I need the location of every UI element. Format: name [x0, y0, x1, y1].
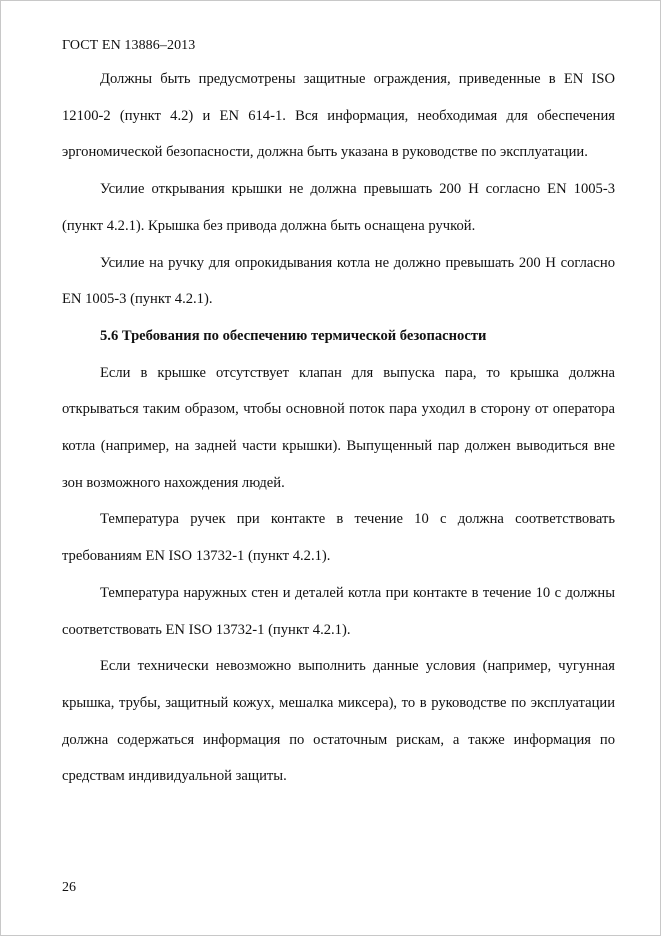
- paragraph-handle-temperature: Температура ручек при контакте в течение 10 с должна соответствовать требованиям EN ISO 13732-1 (пункт 4.2.1).: [62, 511, 615, 565]
- paragraph-wall-temperature: Температура наружных стен и деталей котла при контакте в течение 10 с должны соответствовать EN ISO 13732-1 (пункт 4.2.1).: [62, 584, 615, 638]
- paragraph-steam-valve: Если в крышке отсутствует клапан для выпуска пара, то крышка должна открываться таким образом, чтобы основной поток пара уходил в сторону от оператора котла (например, на задней части крышки). Выпущенный пар должен выводиться вне зон возможного нахождения людей.: [62, 364, 615, 491]
- paragraph-residual-risks: Если технически невозможно выполнить данные условия (например, чугунная крышка, трубы, защитный кожух, мешалка миксера), то в руководстве по эксплуатации должна содержаться информация по остаточным рискам, а также информация по средствам индивидуальной защиты.: [62, 658, 615, 785]
- paragraph-lid-force: Усилие открывания крышки не должна превышать 200 Н согласно EN 1005-3 (пункт 4.2.1). Крышка без привода должна быть оснащена ручкой.: [62, 181, 615, 234]
- paragraph-guards: Должны быть предусмотрены защитные ограждения, приведенные в EN ISO 12100-2 (пункт 4.2) и EN 614-1. Вся информация, необходимая для обеспечения эргономической безопасности, должна быть указана в руководстве по эксплуатации.: [62, 71, 615, 161]
- page-number: 26: [62, 880, 76, 895]
- document-header: ГОСТ EN 13886–2013: [62, 38, 196, 53]
- section-heading: 5.6 Требования по обеспечению термической безопасности: [100, 327, 487, 344]
- document-body: [62, 61, 615, 795]
- paragraph-handle-force: Усилие на ручку для опрокидывания котла не должно превышать 200 Н согласно EN 1005-3 (пункт 4.2.1).: [62, 254, 615, 308]
